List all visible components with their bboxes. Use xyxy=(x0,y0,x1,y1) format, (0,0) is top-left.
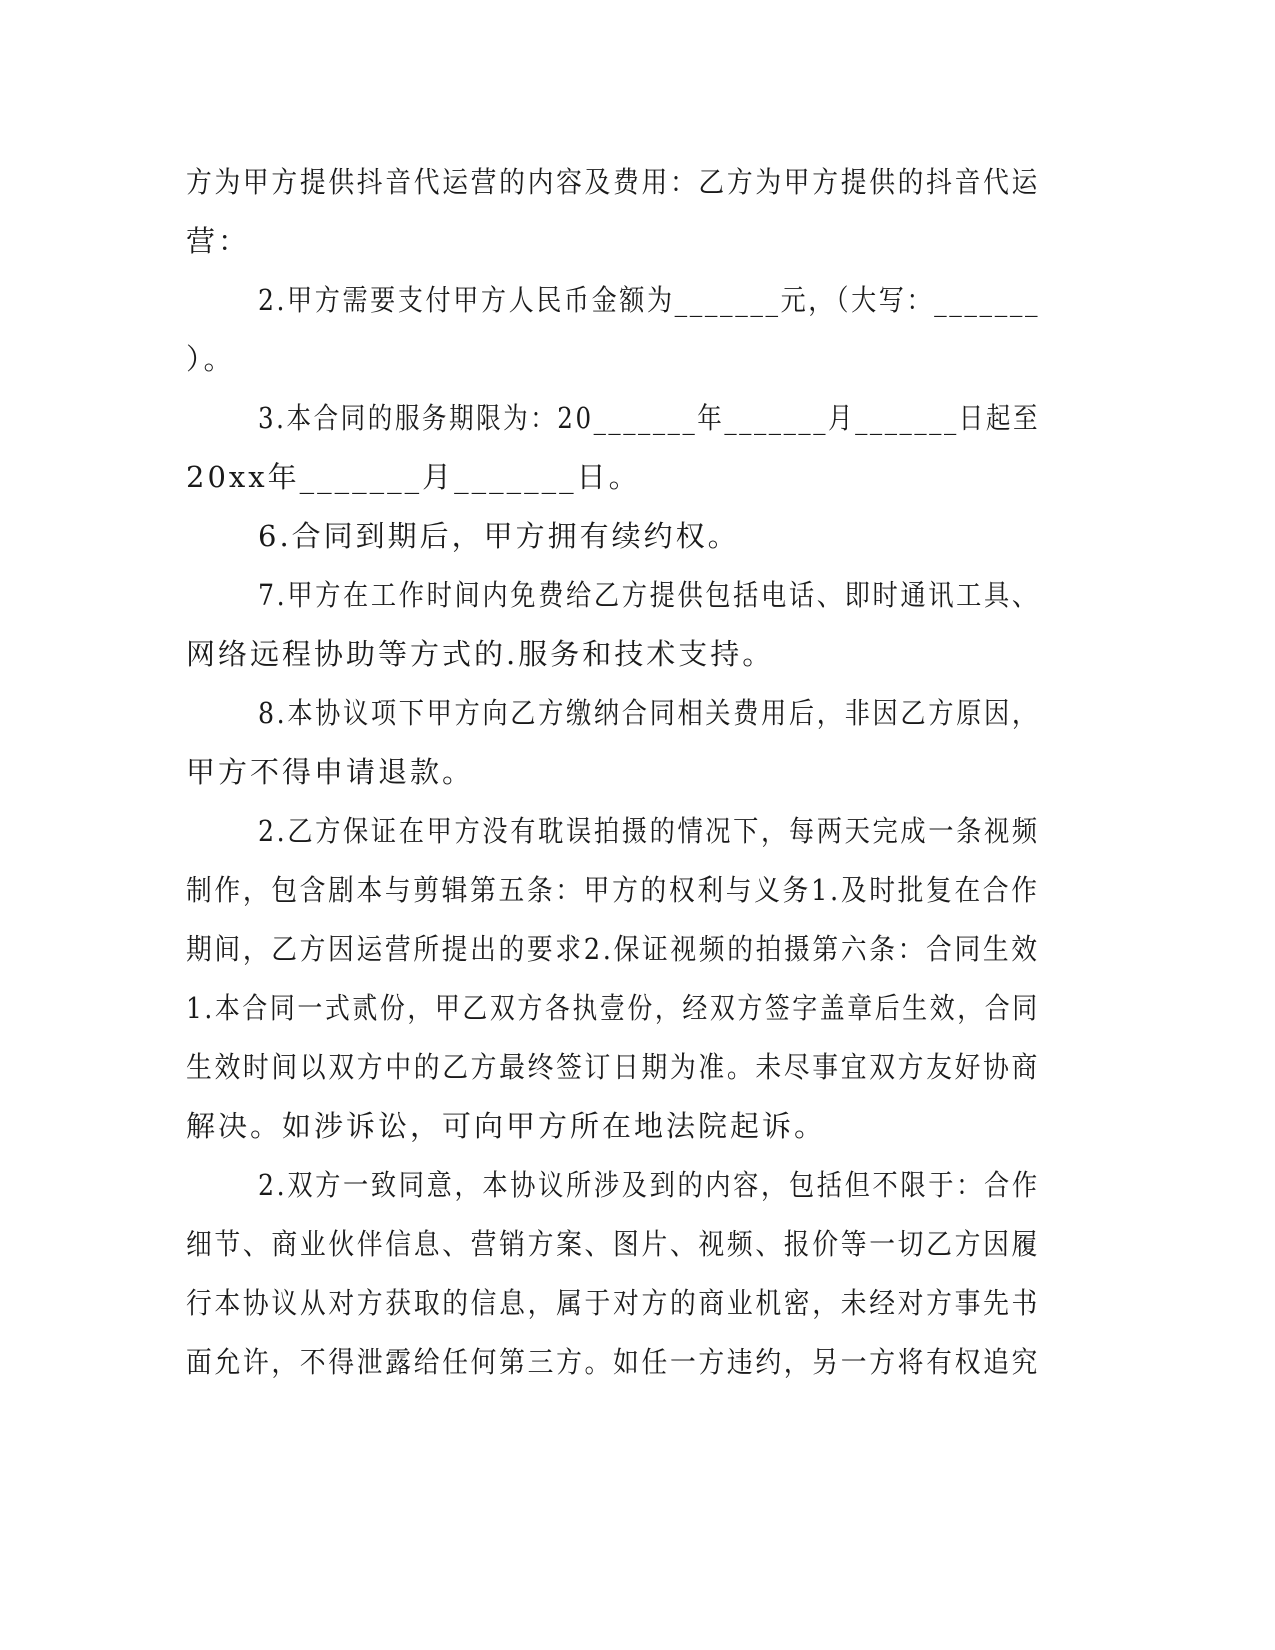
text-line: 面允许，不得泄露给任何第三方。如任一方违约，另一方将有权追究 xyxy=(186,1345,1041,1379)
text-line: 网络远程协助等方式的.服务和技术支持。 xyxy=(186,637,775,671)
text-line: 20xx年_______月_______日。 xyxy=(186,460,641,494)
text-line: ）。 xyxy=(186,342,236,376)
text-line: 7.甲方在工作时间内免费给乙方提供包括电话、即时通讯工具、 xyxy=(258,578,1040,612)
text-line: 甲方不得申请退款。 xyxy=(186,755,475,789)
text-line: 8.本协议项下甲方向乙方缴纳合同相关费用后，非因乙方原因， xyxy=(258,696,1040,730)
text-line: 生效时间以双方中的乙方最终签订日期为准。未尽事宜双方友好协商 xyxy=(186,1050,1041,1084)
text-line: 方为甲方提供抖音代运营的内容及费用：乙方为甲方提供的抖音代运 xyxy=(186,165,1041,199)
text-line: 1.本合同一式贰份，甲乙双方各执壹份，经双方签字盖章后生效，合同 xyxy=(186,991,1040,1025)
text-line: 行本协议从对方获取的信息，属于对方的商业机密，未经对方事先书 xyxy=(186,1286,1041,1320)
text-line: 制作，包含剧本与剪辑第五条：甲方的权利与义务1.及时批复在合作 xyxy=(186,873,1040,907)
text-line: 营： xyxy=(186,224,251,258)
text-line: 6.合同到期后，甲方拥有续约权。 xyxy=(258,519,740,553)
text-line: 3.本合同的服务期限为：20_______年_______月_______日起至 xyxy=(258,401,1041,435)
text-line: 2.乙方保证在甲方没有耽误拍摄的情况下，每两天完成一条视频 xyxy=(258,814,1040,848)
text-line: 期间，乙方因运营所提出的要求2.保证视频的拍摄第六条：合同生效 xyxy=(186,932,1040,966)
text-line: 细节、商业伙伴信息、营销方案、图片、视频、报价等一切乙方因履 xyxy=(186,1227,1041,1261)
text-line: 2.双方一致同意，本协议所涉及到的内容，包括但不限于：合作 xyxy=(258,1168,1040,1202)
text-line: 2.甲方需要支付甲方人民币金额为_______元，（大写：_______ xyxy=(258,283,1041,317)
text-line: 解决。如涉诉讼，可向甲方所在地法院起诉。 xyxy=(186,1109,827,1143)
